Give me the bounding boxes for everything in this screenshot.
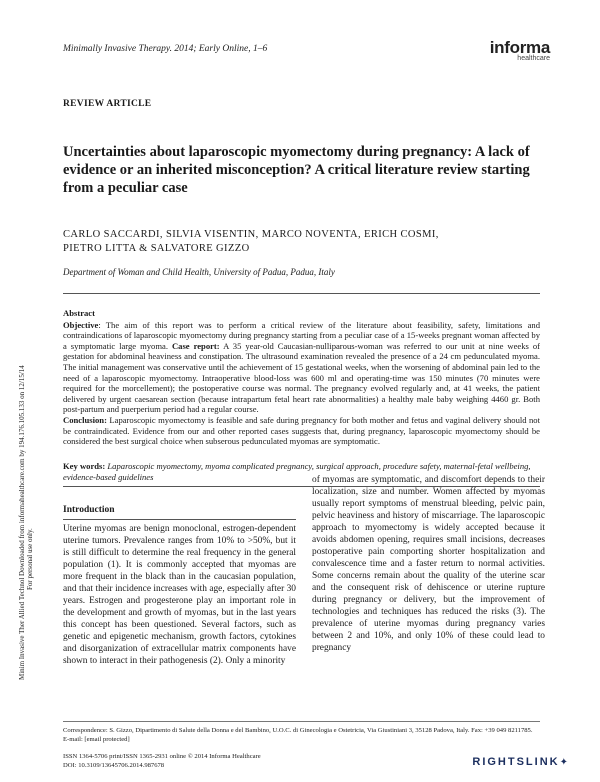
introduction-column-2 [312,474,545,654]
footnote-rule [63,721,540,722]
keywords-text: Laparoscopic myomectomy, myoma complicated pregnancy, surgical approach, procedure safety, maternal-fetal wellbeing, evidence-based guidelines [63,461,531,482]
affiliation: Department of Woman and Child Health, University of Padua, Padua, Italy [63,267,335,277]
objective-label: Objective [63,319,99,330]
authors-line-2: PIETRO LITTA & SALVATORE GIZZO [63,242,250,254]
issn-block [63,753,261,770]
abstract-body [63,320,540,447]
conclusion-label: Conclusion: [63,414,107,425]
issn-line: ISSN 1364-5706 print/ISSN 1365-2931 online © 2014 Informa Healthcare [63,753,261,760]
author-list [63,228,543,255]
abstract-heading: Abstract [63,308,95,318]
publisher-logo [490,38,550,62]
introduction-column-1 [63,523,296,667]
rightslink-logo[interactable] [472,756,570,768]
authors-line-1: CARLO SACCARDI, SILVIA VISENTIN, MARCO NOVENTA, ERICH COSMI, [63,229,439,240]
keywords-label: Key words: [63,461,106,471]
objective-text: : The aim of this report was to perform a critical review of the literature about feasibility, safety, limitations and contraindications of laparoscopic myomectomy during pregnancy starting from a peculiar case of a 15-weeks pregnant woman affected by a symptomatic large myoma. [63,319,540,351]
publisher-name: informa [489,38,550,57]
rightslink-star-icon: ✦ [559,757,570,768]
case-report-label: Case report: [171,340,220,351]
abstract [63,308,540,447]
doi-line: DOI: 10.3109/13645706.2014.987678 [63,761,165,769]
download-notice [4,120,34,680]
introduction-paragraph-2: of myomas are symptomatic, and discomfort depends to their localization, size and number. Women affected by myomas usually report symptoms of menstrual bleeding, pelvic pain, pelvic heaviness and history of miscarriage. The laparoscopic approach to myomectomy is widely accepted because it avoids abdomen opening, requires small incisions, decreases postoperative pain comporting shorter hospitalization and convalescence time and a faster return to normal activities. Some concerns remain about the quality of the uterine scar and the consequent risk of dehiscence or uterine rupture during pregnancy or delivery, but the improvement of technologies and techniques has reduced the risks (3). The prevalence of uterine myomas during pregnancy varies between 2 and 10%, and only 10% of these could lead to pregnancy [312,475,545,653]
download-notice-line1: Minim Invasive Ther Allied Technol Downloaded from informahealthcare.com by 194.176.105.133 on 12/15/14 [18,365,26,680]
article-type: REVIEW ARTICLE [63,99,152,109]
article-title: Uncertainties about laparoscopic myomectomy during pregnancy: A lack of evidence or an inherited misconception? A critical literature review starting from a peculiar case [63,144,530,196]
journal-citation: Minimally Invasive Therapy. 2014; Early Online, 1–6 [63,44,268,54]
conclusion-text: Laparoscopic myomectomy is feasible and safe during pregnancy for both mother and fetus and vaginal delivery should not be contraindicated. Evidence from our and other reported cases suggests that, during pregnancy, laparoscopic myomectomy should be considered the best surgical choice when subserous pedunculated myomas are symptomatic. [63,414,540,447]
publisher-sub: healthcare [517,55,550,62]
introduction-rule [63,519,296,520]
divider-top [63,293,540,294]
introduction-heading: Introduction [63,505,115,515]
case-report-text: A 35 year-old Caucasian-nulliparous-woman was referred to our unit at nine weeks of gestation for abdominal heaviness and constipation. The ultrasound examination revealed the presence of a 24 cm pedunculated myoma. The initial management was conservative until the achievement of 15 gestational weeks, when the worsening of abdominal pain led to the need of a laparoscopic myomectomy. Intraoperative blood-loss was 600 ml and operating-time was 150 minutes (70 minutes were required for the morcellement); the postoperative course was normal. The pregnancy evolved regularly and, at 41 weeks, the patient delivered by urgent caesarean section (because intrapartum fetal heart rate abnormalities) a healthy male baby weighing 4460 gr. Both post-partum and puerperium period had a regular course. [63,340,540,415]
download-notice-line2: For personal use only. [26,528,34,590]
rightslink-text: RIGHTSLINK [472,756,560,768]
correspondence-footnote: Correspondence: S. Gizzo, Dipartimento di Salute della Donna e del Bambino, U.O.C. di Ginecologia e Ostetricia, Via Giustiniani 3, 35128 Padova, Italy. Fax: +39 049 8211785. E-mail: [email protected] [63,727,533,743]
introduction-paragraph-1: Uterine myomas are benign monoclonal, estrogen-dependent uterine tumors. Prevalence ranges from 10% to >50%, but it is still difficult to determine the real frequency in the general population (1). It is commonly accepted that myomas are more frequent in the black than in the caucasian population, and that their incidence increases with age, especially after 30 years. Estrogen and progesterone play an important role in the development and growth of myomas, but in the last years this concept has been questioned. Several factors, such as genetic and epigenetic mechanism, growth factors, cytokines and disorganization of extracellular matrix components have shown to interact in their pathogenesis (2). Only a minority [63,524,296,666]
